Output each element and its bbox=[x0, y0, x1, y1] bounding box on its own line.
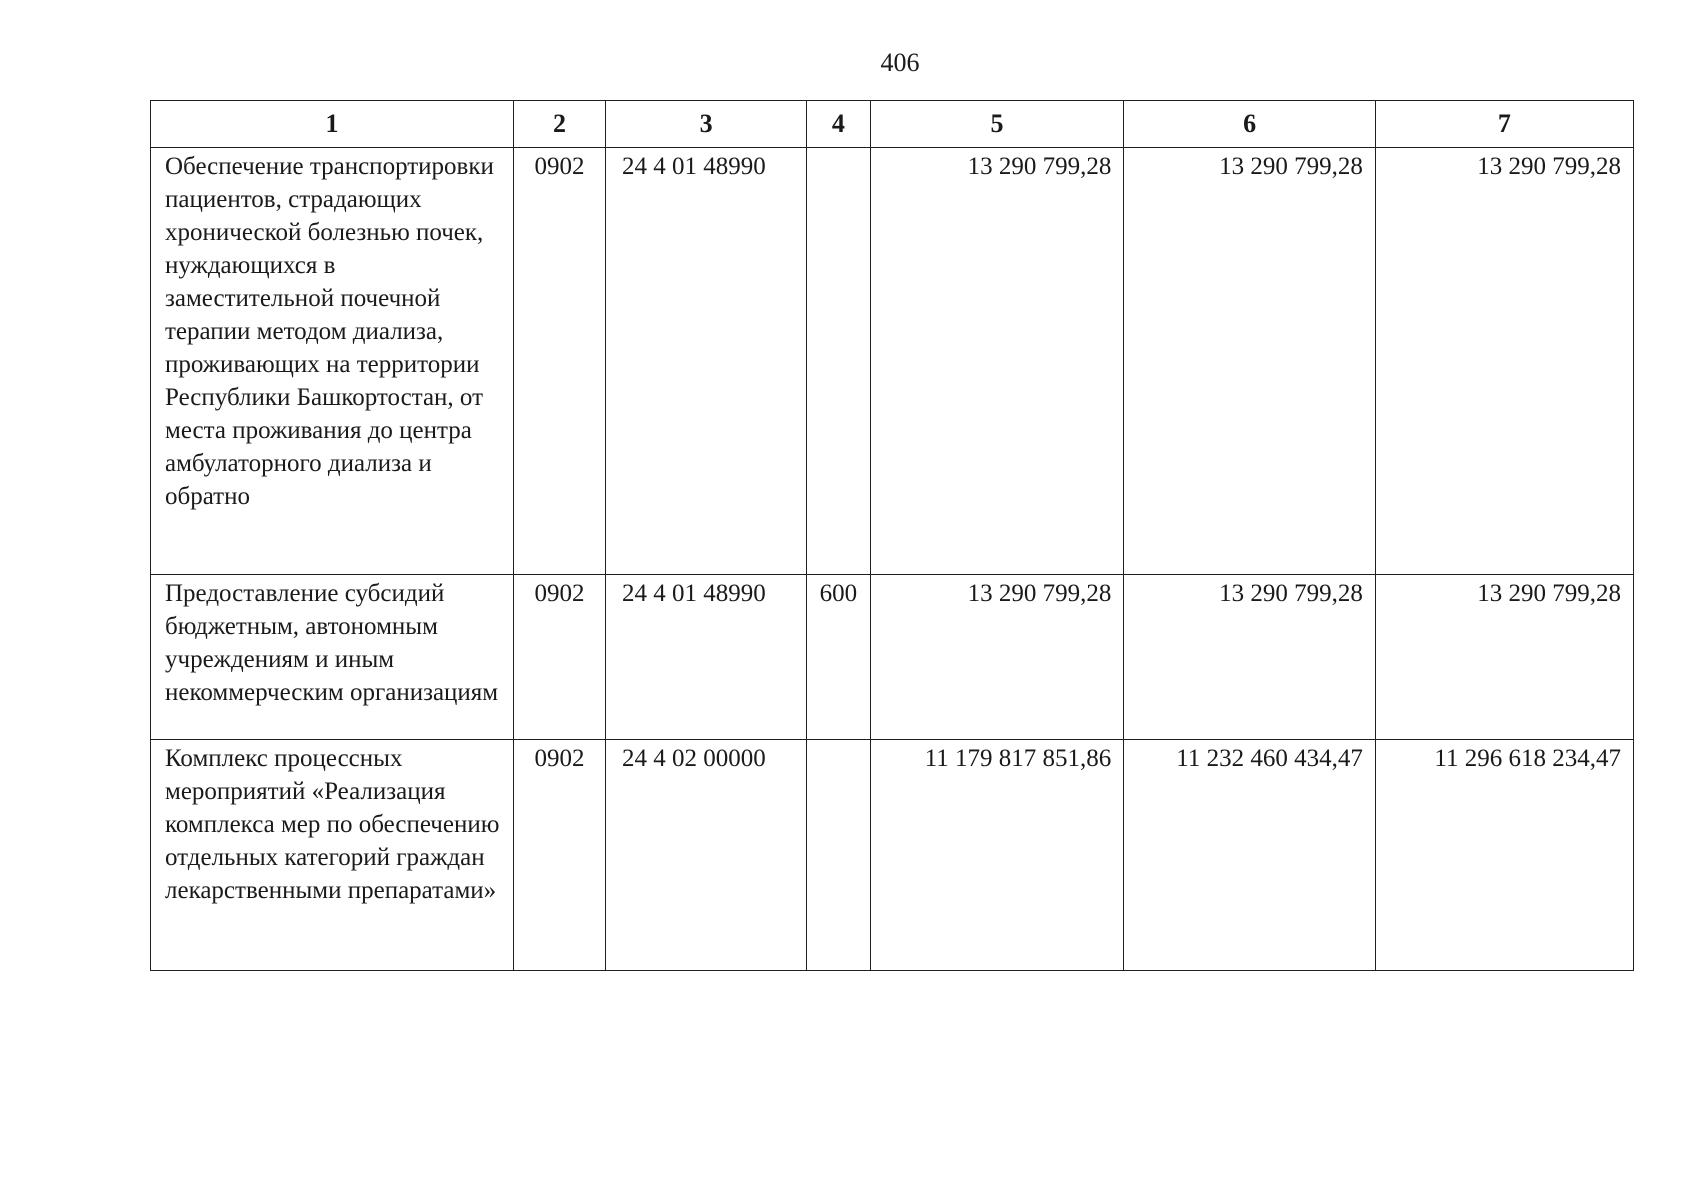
column-header-4: 4 bbox=[807, 101, 870, 148]
section-code-cell: 0902 bbox=[514, 740, 606, 971]
row-name-cell: Предоставление субсидий бюджетным, автономным учреждениям и иным некоммерческим организациям bbox=[151, 575, 514, 740]
table-header-row bbox=[151, 101, 1634, 148]
amount-year1-cell: 13 290 799,28 bbox=[870, 575, 1124, 740]
table-row bbox=[151, 575, 1634, 740]
amount-year3-cell: 13 290 799,28 bbox=[1375, 148, 1633, 575]
page-number: 406 bbox=[880, 48, 920, 77]
target-article-cell: 24 4 01 48990 bbox=[605, 575, 806, 740]
expense-type-cell: 600 bbox=[807, 575, 870, 740]
amount-year1-cell: 13 290 799,28 bbox=[870, 148, 1124, 575]
amount-year3-cell: 11 296 618 234,47 bbox=[1375, 740, 1633, 971]
table-row bbox=[151, 740, 1634, 971]
section-code-cell: 0902 bbox=[514, 148, 606, 575]
amount-year3-cell: 13 290 799,28 bbox=[1375, 575, 1633, 740]
target-article-cell: 24 4 02 00000 bbox=[605, 740, 806, 971]
target-article-cell: 24 4 01 48990 bbox=[605, 148, 806, 575]
amount-year2-cell: 13 290 799,28 bbox=[1124, 575, 1376, 740]
column-header-7: 7 bbox=[1375, 101, 1633, 148]
amount-year2-cell: 13 290 799,28 bbox=[1124, 148, 1376, 575]
column-header-1: 1 bbox=[151, 101, 514, 148]
amount-year1-cell: 11 179 817 851,86 bbox=[870, 740, 1124, 971]
table-row bbox=[151, 148, 1634, 575]
column-header-2: 2 bbox=[514, 101, 606, 148]
column-header-3: 3 bbox=[605, 101, 806, 148]
column-header-5: 5 bbox=[870, 101, 1124, 148]
row-name-cell: Комплекс процессных мероприятий «Реализация комплекса мер по обеспечению отдельных категорий граждан лекарственными препаратами» bbox=[151, 740, 514, 971]
row-name-cell: Обеспечение транспортировки пациентов, страдающих хронической болезнью почек, нуждающихся в заместительной почечной терапии методом диализа, проживающих на территории Республики Башкортостан, от места проживания до центра амбулаторного диализа и обратно bbox=[151, 148, 514, 575]
expense-type-cell bbox=[807, 740, 870, 971]
column-header-6: 6 bbox=[1124, 101, 1376, 148]
expense-type-cell bbox=[807, 148, 870, 575]
section-code-cell: 0902 bbox=[514, 575, 606, 740]
amount-year2-cell: 11 232 460 434,47 bbox=[1124, 740, 1376, 971]
budget-table bbox=[150, 100, 1634, 971]
